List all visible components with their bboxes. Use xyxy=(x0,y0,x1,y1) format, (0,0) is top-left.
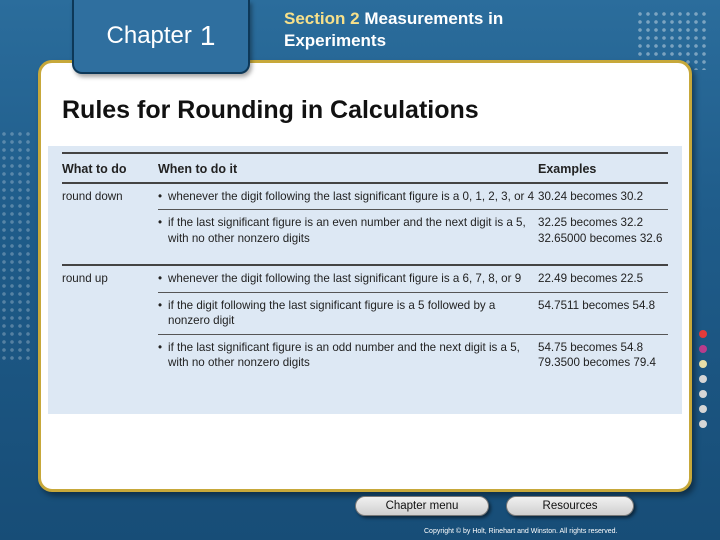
example-cell: 32.65000 becomes 32.6 xyxy=(538,231,663,245)
table-row xyxy=(62,183,668,210)
example-cell: 54.75 becomes 54.8 xyxy=(538,340,644,354)
section-title: Measurements in Experiments xyxy=(284,9,504,50)
chapter-number: 1 xyxy=(199,20,216,51)
decorative-color-dots xyxy=(696,330,710,435)
gray-dot-icon xyxy=(699,390,707,398)
section-label: Section 2 xyxy=(284,9,360,28)
condition-cell: • if the last significant figure is an even number and the next digit is a 5, with no other nonzero digits xyxy=(158,215,538,246)
gray-dot-icon xyxy=(699,405,707,413)
table-header-row xyxy=(62,153,668,183)
magenta-dot-icon xyxy=(699,345,707,353)
condition-cell: • whenever the digit following the last significant figure is a 0, 1, 2, 3, or 4 xyxy=(158,189,538,205)
decorative-side-dots xyxy=(0,130,34,360)
cream-dot-icon xyxy=(699,360,707,368)
action-cell xyxy=(62,334,158,376)
rounding-rules-table xyxy=(62,152,668,376)
gray-dot-icon xyxy=(699,375,707,383)
table-row xyxy=(62,334,668,376)
example-cell: 79.3500 becomes 79.4 xyxy=(538,356,656,369)
resources-button[interactable]: Resources xyxy=(506,496,634,516)
action-cell xyxy=(62,292,158,334)
column-header: Examples xyxy=(538,153,668,183)
action-cell xyxy=(62,210,158,252)
row-spacer xyxy=(62,251,668,265)
chapter-tab xyxy=(72,0,250,74)
column-header: What to do xyxy=(62,153,158,183)
table-row xyxy=(62,292,668,334)
condition-cell: • if the last significant figure is an odd number and the next digit is a 5, with no other nonzero digits xyxy=(158,340,538,371)
action-cell: round up xyxy=(62,265,158,292)
chapter-label: Chapter xyxy=(106,22,192,49)
action-cell: round down xyxy=(62,189,123,203)
copyright-notice: Copyright © by Holt, Rinehart and Winston. All rights reserved. xyxy=(424,528,618,535)
column-header: When to do it xyxy=(158,153,538,183)
section-heading xyxy=(284,8,584,52)
chapter-menu-button[interactable]: Chapter menu xyxy=(355,496,489,516)
example-cell: 32.25 becomes 32.2 xyxy=(538,216,644,229)
table-row xyxy=(62,265,668,292)
rounding-rules-table-area xyxy=(48,146,682,414)
table-row xyxy=(62,210,668,252)
example-cell: 22.49 becomes 22.5 xyxy=(538,272,644,285)
condition-cell: • whenever the digit following the last significant figure is a 6, 7, 8, or 9 xyxy=(158,271,538,287)
page-title: Rules for Rounding in Calculations xyxy=(62,96,479,124)
red-dot-icon xyxy=(699,330,707,338)
condition-cell: • if the digit following the last significant figure is a 5 followed by a nonzero digit xyxy=(158,298,538,329)
example-cell: 30.24 becomes 30.2 xyxy=(538,189,644,203)
gray-dot-icon xyxy=(699,420,707,428)
example-cell: 54.7511 becomes 54.8 xyxy=(538,298,656,312)
